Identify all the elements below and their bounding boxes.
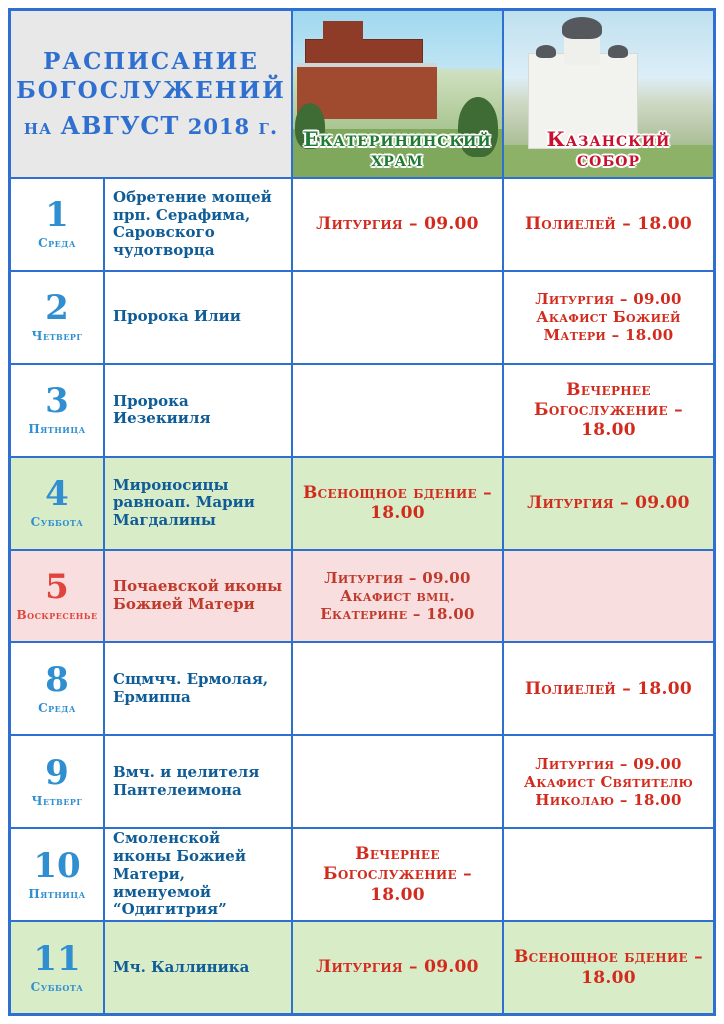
feast-cell: [105, 272, 293, 363]
service-text: Всенощное бдение – 18.00: [514, 947, 703, 988]
day-number: 11: [33, 938, 81, 979]
service-text: Литургия – 09.00: [316, 957, 479, 978]
service-cell-ekaterininsky: [293, 829, 504, 920]
feast-cell: [105, 551, 293, 642]
feast-cell: [105, 365, 293, 456]
service-cell-ekaterininsky: [293, 458, 504, 549]
title-prefix: на: [23, 113, 61, 139]
table-row: [11, 643, 713, 736]
service-cell-kazansky: [504, 458, 713, 549]
service-text: Литургия – 09.00 Акафист Божией Матери – 18.00: [535, 290, 682, 345]
weekday-label: Пятница: [28, 422, 86, 437]
date-cell: [11, 458, 105, 549]
service-cell-kazansky: [504, 179, 713, 270]
schedule-table: [11, 179, 713, 1013]
date-cell: [11, 179, 105, 270]
service-cell-ekaterininsky: [293, 365, 504, 456]
service-text: Литургия – 09.00: [316, 214, 479, 235]
service-cell-kazansky: [504, 643, 713, 734]
day-number: 9: [45, 752, 69, 793]
ekaterininsky-temple-photo: [293, 11, 504, 177]
table-row: [11, 179, 713, 272]
kazansky-cathedral-photo: [504, 11, 713, 177]
service-cell-kazansky: [504, 551, 713, 642]
service-cell-ekaterininsky: [293, 551, 504, 642]
feast-cell: [105, 179, 293, 270]
date-cell: [11, 922, 105, 1013]
service-cell-kazansky: [504, 272, 713, 363]
feast-text: Мч. Каллиника: [113, 957, 250, 976]
service-cell-kazansky: [504, 922, 713, 1013]
feast-cell: [105, 922, 293, 1013]
service-text: Всенощное бдение – 18.00: [303, 482, 492, 524]
date-cell: [11, 643, 105, 734]
service-text: Вечернее Богослужение – 18.00: [323, 844, 472, 905]
day-number: 10: [33, 845, 81, 886]
feast-cell: [105, 643, 293, 734]
title-line-2: БОГОСЛУЖЕНИЙ: [16, 76, 286, 104]
table-row: [11, 365, 713, 458]
date-cell: [11, 365, 105, 456]
feast-text: Обретение мощей прп. Серафима, Саровского чудотворца: [113, 188, 272, 260]
dome-icon: [562, 17, 602, 39]
service-cell-ekaterininsky: [293, 272, 504, 363]
feast-cell: [105, 736, 293, 827]
dome-icon: [536, 45, 556, 58]
feast-cell: [105, 458, 293, 549]
table-row: [11, 736, 713, 829]
photo2-caption-line2: собор: [576, 147, 641, 171]
photo1-caption: [293, 129, 502, 169]
feast-text: Пророка Илии: [113, 307, 241, 326]
service-text: Полиелей – 18.00: [524, 214, 693, 235]
table-row: [11, 458, 713, 551]
service-text: Литургия – 09.00 Акафист Святителю Николаю – 18.00: [523, 754, 694, 809]
title-line-3: [24, 111, 278, 140]
feast-text: Сщмчч. Ермолая, Ермиппа: [113, 670, 269, 706]
service-text: Литургия – 09.00 Акафист вмц. Екатерине – 18.00: [320, 569, 475, 623]
photo1-caption-line1: Екатерининский: [303, 127, 492, 151]
photo1-caption-line2: храм: [371, 147, 424, 171]
day-number: 4: [45, 474, 69, 515]
photo2-caption: [504, 129, 713, 169]
feast-text: Пророка Иезекииля: [113, 391, 211, 428]
service-cell-kazansky: [504, 829, 713, 920]
service-cell-kazansky: [504, 365, 713, 456]
feast-text: Вмч. и целителя Пантелеимона: [113, 763, 260, 799]
weekday-label: Четверг: [31, 329, 83, 344]
poster-frame: [8, 8, 716, 1016]
feast-text: Почаевской иконы Божией Матери: [113, 577, 283, 613]
weekday-label: Суббота: [30, 979, 84, 994]
weekday-label: Среда: [38, 700, 76, 715]
table-row: [11, 922, 713, 1013]
feast-text: Мироносицы равноап. Марии Магдалины: [113, 475, 255, 529]
weekday-label: Воскресенье: [16, 608, 98, 622]
day-number: 3: [45, 381, 69, 422]
weekday-label: Пятница: [28, 886, 86, 901]
service-cell-kazansky: [504, 736, 713, 827]
date-cell: [11, 736, 105, 827]
title-month: АВГУСТ: [60, 110, 180, 140]
table-row: [11, 272, 713, 365]
service-cell-ekaterininsky: [293, 643, 504, 734]
tower-decor: [323, 21, 363, 61]
table-row: [11, 551, 713, 644]
weekday-label: Среда: [38, 236, 76, 251]
dome-icon: [608, 45, 628, 58]
table-row: [11, 829, 713, 922]
weekday-label: Суббота: [30, 515, 84, 530]
photo2-caption-line1: Казанский: [546, 127, 671, 151]
day-number: 8: [45, 659, 69, 700]
service-cell-ekaterininsky: [293, 922, 504, 1013]
feast-text: Смоленской иконы Божией Матери, именуемой “Одигитрия”: [113, 829, 246, 919]
day-number: 5: [45, 567, 69, 607]
service-text: Вечернее Богослужение – 18.00: [534, 379, 683, 441]
date-cell: [11, 829, 105, 920]
title-line-1: РАСПИСАНИЕ: [43, 48, 259, 76]
day-number: 2: [45, 288, 69, 329]
date-cell: [11, 551, 105, 642]
day-number: 1: [45, 195, 69, 236]
service-cell-ekaterininsky: [293, 736, 504, 827]
service-text: Полиелей – 18.00: [524, 678, 693, 699]
service-cell-ekaterininsky: [293, 179, 504, 270]
date-cell: [11, 272, 105, 363]
service-text: Литургия – 09.00: [527, 492, 690, 513]
poster-header: [11, 11, 713, 179]
title-block: [11, 11, 293, 177]
title-year: 2018 г.: [179, 113, 279, 139]
feast-cell: [105, 829, 293, 920]
weekday-label: Четверг: [31, 793, 83, 808]
